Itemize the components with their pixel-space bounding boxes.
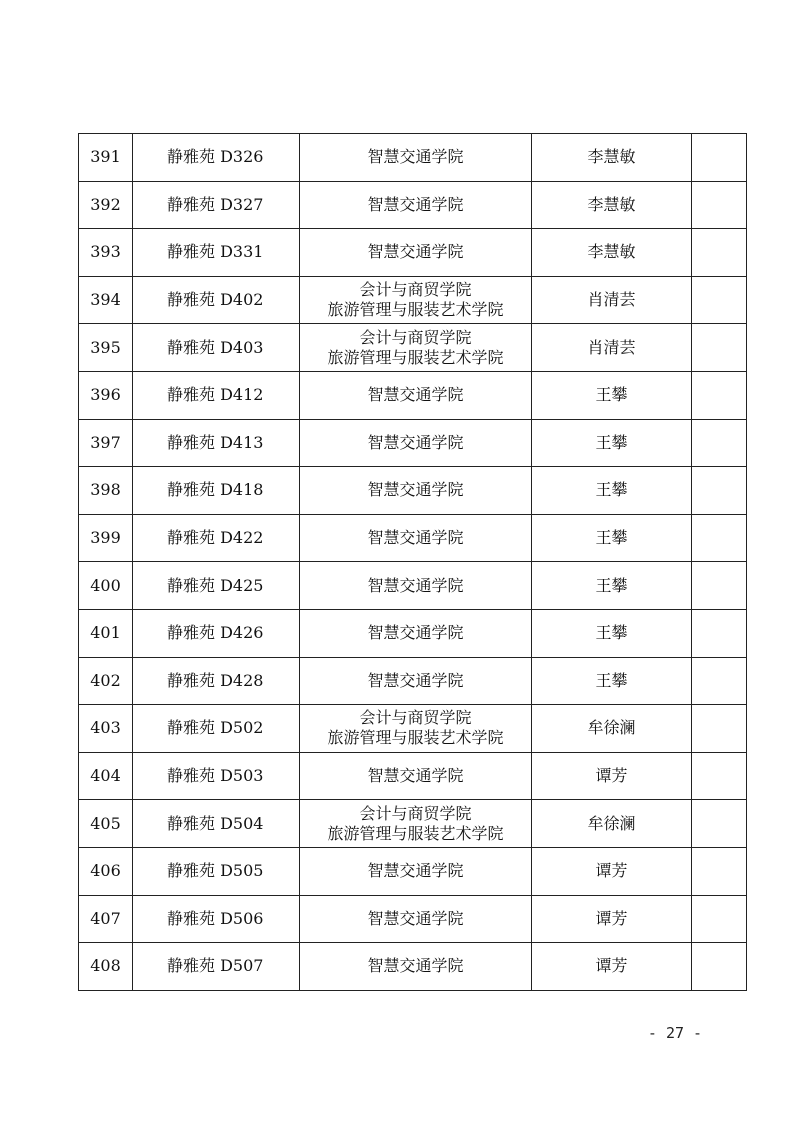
row-number-cell: 393 [79,229,133,277]
row-number-cell: 391 [79,134,133,182]
room-cell: 静雅苑 D331 [133,229,300,277]
row-number-cell: 405 [79,800,133,848]
row-number-cell: 398 [79,467,133,515]
row-number-cell: 392 [79,181,133,229]
department-name: 智慧交通学院 [367,623,464,643]
department-cell [300,229,532,277]
table-row [79,562,747,610]
department-name: 旅游管理与服装艺术学院 [327,823,504,843]
table-row [79,895,747,943]
row-number-cell: 406 [79,847,133,895]
table-row [79,276,747,324]
note-cell [692,657,747,705]
room-cell: 静雅苑 D418 [133,467,300,515]
note-cell [692,134,747,182]
row-number-cell: 404 [79,752,133,800]
person-cell: 李慧敏 [532,181,692,229]
department-cell [300,419,532,467]
department-name: 智慧交通学院 [367,385,464,405]
dormitory-assignment-table [78,133,747,991]
department-name: 智慧交通学院 [367,242,464,262]
department-name: 旅游管理与服装艺术学院 [327,300,504,320]
department-name: 会计与商贸学院 [359,803,472,823]
department-cell [300,895,532,943]
note-cell [692,419,747,467]
department-cell [300,276,532,324]
department-name: 旅游管理与服装艺术学院 [327,347,504,367]
department-name: 智慧交通学院 [367,432,464,452]
person-cell: 肖清芸 [532,276,692,324]
person-cell: 王攀 [532,562,692,610]
department-name: 智慧交通学院 [367,528,464,548]
room-cell: 静雅苑 D428 [133,657,300,705]
table-row [79,181,747,229]
note-cell [692,943,747,991]
person-cell: 牟徐澜 [532,800,692,848]
person-cell: 李慧敏 [532,229,692,277]
person-cell: 王攀 [532,609,692,657]
room-cell: 静雅苑 D326 [133,134,300,182]
room-cell: 静雅苑 D504 [133,800,300,848]
department-cell [300,847,532,895]
note-cell [692,229,747,277]
person-cell: 牟徐澜 [532,705,692,753]
department-name: 智慧交通学院 [367,908,464,928]
room-cell: 静雅苑 D412 [133,371,300,419]
room-cell: 静雅苑 D426 [133,609,300,657]
table-row [79,800,747,848]
room-cell: 静雅苑 D502 [133,705,300,753]
row-number-cell: 402 [79,657,133,705]
row-number-cell: 401 [79,609,133,657]
room-cell: 静雅苑 D403 [133,324,300,372]
note-cell [692,895,747,943]
table-row [79,419,747,467]
department-name: 会计与商贸学院 [359,327,472,347]
note-cell [692,562,747,610]
person-cell: 王攀 [532,657,692,705]
note-cell [692,371,747,419]
department-cell [300,134,532,182]
table-row [79,657,747,705]
table-row [79,467,747,515]
table-row [79,134,747,182]
note-cell [692,181,747,229]
room-cell: 静雅苑 D505 [133,847,300,895]
department-name: 智慧交通学院 [367,480,464,500]
room-cell: 静雅苑 D506 [133,895,300,943]
note-cell [692,276,747,324]
table-row [79,229,747,277]
table-row [79,705,747,753]
room-cell: 静雅苑 D503 [133,752,300,800]
person-cell: 谭芳 [532,895,692,943]
note-cell [692,705,747,753]
room-cell: 静雅苑 D507 [133,943,300,991]
room-cell: 静雅苑 D422 [133,514,300,562]
note-cell [692,324,747,372]
department-name: 智慧交通学院 [367,861,464,881]
table-row [79,847,747,895]
department-cell [300,705,532,753]
row-number-cell: 403 [79,705,133,753]
table-row [79,609,747,657]
row-number-cell: 397 [79,419,133,467]
row-number-cell: 407 [79,895,133,943]
note-cell [692,847,747,895]
person-cell: 谭芳 [532,847,692,895]
department-name: 智慧交通学院 [367,194,464,214]
department-cell [300,371,532,419]
person-cell: 谭芳 [532,752,692,800]
table-row [79,324,747,372]
person-cell: 肖清芸 [532,324,692,372]
table-row [79,371,747,419]
person-cell: 王攀 [532,514,692,562]
room-cell: 静雅苑 D413 [133,419,300,467]
department-name: 智慧交通学院 [367,956,464,976]
department-cell [300,800,532,848]
department-name: 会计与商贸学院 [359,280,472,300]
room-cell: 静雅苑 D402 [133,276,300,324]
department-cell [300,181,532,229]
note-cell [692,609,747,657]
note-cell [692,514,747,562]
row-number-cell: 400 [79,562,133,610]
department-name: 智慧交通学院 [367,670,464,690]
department-name: 会计与商贸学院 [359,708,472,728]
row-number-cell: 394 [79,276,133,324]
table-row [79,752,747,800]
department-cell [300,657,532,705]
table-row [79,514,747,562]
department-cell [300,467,532,515]
table-row [79,943,747,991]
table-body [79,134,747,991]
note-cell [692,752,747,800]
department-cell [300,752,532,800]
department-cell [300,562,532,610]
department-cell [300,943,532,991]
department-cell [300,514,532,562]
person-cell: 王攀 [532,419,692,467]
department-name: 智慧交通学院 [367,147,464,167]
person-cell: 谭芳 [532,943,692,991]
note-cell [692,467,747,515]
department-cell [300,324,532,372]
department-name: 智慧交通学院 [367,575,464,595]
department-name: 智慧交通学院 [367,766,464,786]
row-number-cell: 408 [79,943,133,991]
person-cell: 王攀 [532,371,692,419]
room-cell: 静雅苑 D425 [133,562,300,610]
note-cell [692,800,747,848]
department-cell [300,609,532,657]
room-cell: 静雅苑 D327 [133,181,300,229]
row-number-cell: 395 [79,324,133,372]
page-number: - 27 - [647,1024,703,1042]
person-cell: 李慧敏 [532,134,692,182]
person-cell: 王攀 [532,467,692,515]
row-number-cell: 399 [79,514,133,562]
department-name: 旅游管理与服装艺术学院 [327,728,504,748]
row-number-cell: 396 [79,371,133,419]
